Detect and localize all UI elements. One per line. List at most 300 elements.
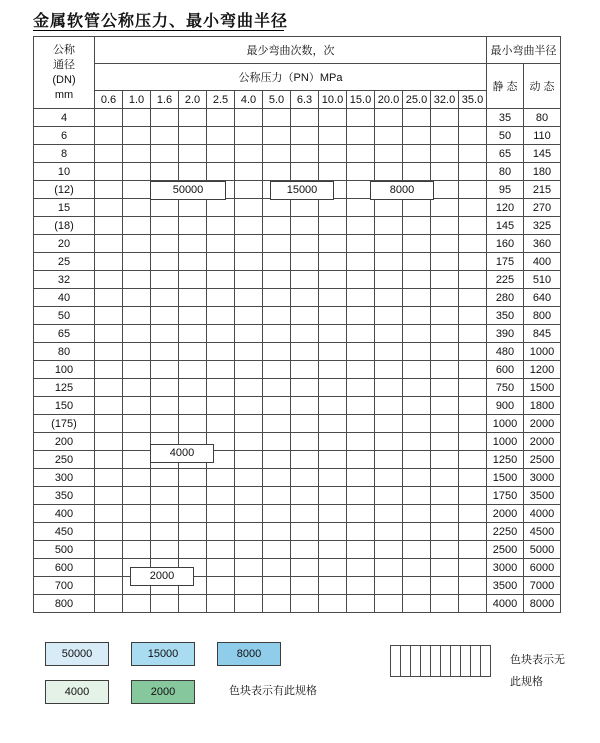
radius-dynamic-cell: 180 [524, 163, 561, 181]
radius-static-cell: 35 [487, 109, 524, 127]
pressure-grid-cell [375, 523, 403, 541]
pressure-grid-cell [263, 307, 291, 325]
pressure-grid-cell [375, 253, 403, 271]
pressure-grid-cell [95, 451, 123, 469]
radius-static-cell: 1500 [487, 469, 524, 487]
pressure-grid-cell [403, 199, 431, 217]
pressure-grid-cell [263, 577, 291, 595]
pressure-grid-cell [179, 361, 207, 379]
pressure-grid-cell [319, 325, 347, 343]
pressure-grid-cell [235, 289, 263, 307]
legend-grid-cell [431, 646, 441, 677]
pressure-grid-cell [291, 127, 319, 145]
pressure-grid-cell [459, 577, 487, 595]
radius-static-cell: 80 [487, 163, 524, 181]
pressure-grid-cell [291, 289, 319, 307]
table-row [34, 163, 561, 181]
radius-static-cell: 145 [487, 217, 524, 235]
radius-static-cell: 280 [487, 289, 524, 307]
pressure-grid-cell [347, 307, 375, 325]
pressure-grid-cell [347, 253, 375, 271]
pressure-grid-cell [375, 307, 403, 325]
pressure-grid-cell [347, 127, 375, 145]
table-row [34, 109, 561, 127]
pressure-grid-cell [179, 469, 207, 487]
pressure-grid-cell [431, 289, 459, 307]
pressure-grid-cell [403, 505, 431, 523]
pressure-grid-cell [403, 145, 431, 163]
pressure-grid-cell [319, 289, 347, 307]
radius-dynamic-cell: 510 [524, 271, 561, 289]
pressure-col-header: 4.0 [235, 91, 263, 109]
pressure-grid-cell [431, 469, 459, 487]
table-row [34, 415, 561, 433]
pressure-grid-cell [403, 109, 431, 127]
pressure-grid-cell [123, 109, 151, 127]
radius-dynamic-cell: 640 [524, 289, 561, 307]
pressure-grid-cell [319, 235, 347, 253]
pressure-grid-cell [207, 541, 235, 559]
legend-swatch: 2000 [131, 680, 195, 704]
pressure-grid-cell [235, 253, 263, 271]
radius-dynamic-cell: 80 [524, 109, 561, 127]
pressure-grid-cell [179, 325, 207, 343]
pressure-grid-cell [375, 145, 403, 163]
pressure-grid-cell [403, 541, 431, 559]
pressure-grid-cell [459, 289, 487, 307]
dn-header-line-2: 通径 [53, 58, 75, 71]
pressure-grid-cell [347, 271, 375, 289]
radius-dynamic-cell: 3500 [524, 487, 561, 505]
pressure-grid-cell [459, 271, 487, 289]
pressure-grid-cell [263, 415, 291, 433]
pressure-grid-cell [263, 433, 291, 451]
pressure-grid-cell [459, 145, 487, 163]
pressure-grid-cell [123, 127, 151, 145]
pressure-grid-cell [403, 163, 431, 181]
pressure-grid-cell [403, 271, 431, 289]
pressure-grid-cell [291, 217, 319, 235]
pressure-grid-cell [95, 199, 123, 217]
radius-static-cell: 50 [487, 127, 524, 145]
pressure-grid-cell [235, 361, 263, 379]
pressure-grid-cell [207, 397, 235, 415]
pressure-grid-cell [235, 487, 263, 505]
pressure-grid-cell [319, 487, 347, 505]
pressure-grid-cell [403, 217, 431, 235]
pressure-grid-cell [319, 343, 347, 361]
table-row [34, 361, 561, 379]
table-row [34, 559, 561, 577]
pressure-grid-cell [431, 523, 459, 541]
dn-value-cell: 20 [34, 235, 95, 253]
pressure-grid-cell [347, 433, 375, 451]
pressure-grid-cell [403, 343, 431, 361]
pressure-grid-cell [95, 595, 123, 613]
radius-dynamic-cell: 325 [524, 217, 561, 235]
pressure-grid-cell [263, 451, 291, 469]
legend-color-note: 色块表示有此规格 [229, 685, 317, 697]
pressure-grid-cell [151, 505, 179, 523]
pressure-grid-cell [95, 127, 123, 145]
pressure-grid-cell [235, 523, 263, 541]
pressure-grid-cell [459, 559, 487, 577]
pressure-col-header: 2.0 [179, 91, 207, 109]
legend-grid-cell [461, 646, 471, 677]
pressure-grid-cell [347, 109, 375, 127]
radius-static-cell: 390 [487, 325, 524, 343]
pressure-grid-cell [431, 379, 459, 397]
pressure-grid-cell [291, 559, 319, 577]
table-row [34, 523, 561, 541]
pressure-grid-cell [375, 361, 403, 379]
pressure-grid-cell [403, 361, 431, 379]
pressure-grid-cell [375, 433, 403, 451]
pressure-grid-cell [347, 361, 375, 379]
pressure-grid-cell [95, 307, 123, 325]
pressure-grid-cell [319, 595, 347, 613]
table-row [34, 505, 561, 523]
pressure-grid-cell [235, 415, 263, 433]
pressure-grid-cell [291, 379, 319, 397]
pressure-grid-cell [403, 325, 431, 343]
pressure-grid-cell [263, 379, 291, 397]
pressure-grid-cell [151, 109, 179, 127]
table-row [34, 577, 561, 595]
radius-static-cell: 4000 [487, 595, 524, 613]
pressure-col-header: 1.6 [151, 91, 179, 109]
pressure-grid-cell [319, 361, 347, 379]
pressure-grid-cell [403, 469, 431, 487]
radius-dynamic-cell: 1000 [524, 343, 561, 361]
pressure-grid-cell [431, 181, 459, 199]
radius-static-cell: 2000 [487, 505, 524, 523]
pressure-grid-cell [151, 469, 179, 487]
pressure-grid-cell [179, 217, 207, 235]
pressure-col-header: 5.0 [263, 91, 291, 109]
pressure-grid-cell [459, 541, 487, 559]
pressure-grid-cell [319, 415, 347, 433]
pressure-grid-cell [291, 487, 319, 505]
pressure-grid-cell [151, 541, 179, 559]
pressure-grid-cell [319, 523, 347, 541]
pressure-grid-cell [123, 433, 151, 451]
radius-dynamic-cell: 7000 [524, 577, 561, 595]
pressure-grid-cell [151, 199, 179, 217]
legend-grid-cell [471, 646, 481, 677]
pressure-grid-cell [431, 343, 459, 361]
pressure-grid-cell [235, 577, 263, 595]
dn-value-cell: 80 [34, 343, 95, 361]
radius-dynamic-cell: 6000 [524, 559, 561, 577]
pressure-grid-cell [375, 487, 403, 505]
pressure-grid-cell [263, 253, 291, 271]
pressure-grid-cell [151, 253, 179, 271]
legend-grid-cell [421, 646, 431, 677]
pressure-grid-cell [375, 343, 403, 361]
pressure-grid-cell [347, 577, 375, 595]
pressure-grid-cell [319, 451, 347, 469]
pressure-grid-cell [263, 523, 291, 541]
pressure-col-header: 0.6 [95, 91, 123, 109]
pressure-grid-cell [459, 163, 487, 181]
pressure-grid-cell [319, 559, 347, 577]
pressure-grid-cell [207, 505, 235, 523]
pressure-grid-cell [431, 307, 459, 325]
pressure-grid-cell [179, 343, 207, 361]
pressure-grid-cell [347, 559, 375, 577]
radius-static-cell: 600 [487, 361, 524, 379]
dn-value-cell: 4 [34, 109, 95, 127]
pressure-grid-cell [319, 433, 347, 451]
pressure-grid-cell [375, 451, 403, 469]
radius-static-cell: 120 [487, 199, 524, 217]
pressure-grid-cell [431, 163, 459, 181]
pressure-grid-cell [207, 343, 235, 361]
pressure-grid-cell [151, 379, 179, 397]
pressure-grid-cell [123, 379, 151, 397]
pressure-grid-cell [459, 595, 487, 613]
table-header [34, 37, 561, 109]
table-row [34, 217, 561, 235]
pressure-grid-cell [179, 487, 207, 505]
pressure-grid-cell [291, 451, 319, 469]
radius-dynamic-cell: 4000 [524, 505, 561, 523]
pressure-grid-cell [151, 307, 179, 325]
pressure-grid-cell [375, 217, 403, 235]
pressure-grid-cell [235, 127, 263, 145]
pressure-col-header: 1.0 [123, 91, 151, 109]
pressure-grid-cell [347, 505, 375, 523]
pressure-grid-cell [95, 487, 123, 505]
pressure-grid-cell [347, 379, 375, 397]
radius-dynamic-cell: 5000 [524, 541, 561, 559]
table-row [34, 235, 561, 253]
pressure-grid-cell [123, 199, 151, 217]
pressure-grid-cell [403, 487, 431, 505]
pressure-grid-cell [403, 253, 431, 271]
radius-static-cell: 350 [487, 307, 524, 325]
pressure-grid-cell [403, 397, 431, 415]
radius-static-cell: 65 [487, 145, 524, 163]
pressure-grid-cell [235, 109, 263, 127]
title-underline [33, 30, 284, 31]
pressure-grid-cell [123, 541, 151, 559]
radius-static-cell: 225 [487, 271, 524, 289]
pressure-grid-cell [291, 505, 319, 523]
pressure-grid-cell [403, 523, 431, 541]
table-row [34, 595, 561, 613]
radius-dynamic-cell: 145 [524, 145, 561, 163]
pressure-grid-cell [95, 253, 123, 271]
pressure-grid-cell [291, 433, 319, 451]
pressure-grid-cell [347, 145, 375, 163]
radius-static-cell: 1250 [487, 451, 524, 469]
pressure-grid-cell [291, 343, 319, 361]
pressure-grid-cell [151, 127, 179, 145]
pressure-grid-cell [95, 181, 123, 199]
pressure-grid-cell [123, 253, 151, 271]
dn-value-cell: 40 [34, 289, 95, 307]
pressure-grid-cell [207, 325, 235, 343]
pressure-grid-cell [291, 541, 319, 559]
pressure-grid-cell [347, 397, 375, 415]
pressure-grid-cell [95, 577, 123, 595]
pressure-grid-cell [235, 397, 263, 415]
pressure-grid-cell [123, 217, 151, 235]
pressure-grid-cell [179, 235, 207, 253]
table-row [34, 199, 561, 217]
pressure-grid-cell [291, 595, 319, 613]
pressure-grid-cell [123, 361, 151, 379]
pressure-grid-cell [319, 145, 347, 163]
radius-dynamic-cell: 8000 [524, 595, 561, 613]
pressure-grid-cell [179, 163, 207, 181]
dn-value-cell: (18) [34, 217, 95, 235]
pressure-grid-cell [431, 487, 459, 505]
legend-grid-cell [391, 646, 401, 677]
pressure-grid-cell [179, 379, 207, 397]
legend-grid-cell [401, 646, 411, 677]
pressure-grid-cell [347, 415, 375, 433]
pressure-grid-cell [263, 469, 291, 487]
pressure-grid-cell [207, 469, 235, 487]
pressure-grid-cell [207, 289, 235, 307]
legend-swatch: 50000 [45, 642, 109, 666]
pressure-grid-cell [95, 379, 123, 397]
pressure-grid-cell [95, 397, 123, 415]
pressure-grid-cell [263, 289, 291, 307]
pressure-grid-cell [207, 595, 235, 613]
pressure-grid-cell [207, 271, 235, 289]
overlay-value-box: 50000 [150, 181, 226, 200]
pressure-grid-cell [95, 541, 123, 559]
pressure-grid-cell [235, 271, 263, 289]
dn-value-cell: 800 [34, 595, 95, 613]
pressure-grid-cell [319, 109, 347, 127]
pressure-grid-cell [375, 235, 403, 253]
pressure-grid-cell [319, 271, 347, 289]
radius-dynamic-cell: 1800 [524, 397, 561, 415]
radius-static-cell: 2250 [487, 523, 524, 541]
legend-grid-row [391, 646, 491, 677]
table-row [34, 379, 561, 397]
dn-value-cell: 8 [34, 145, 95, 163]
radius-dynamic-cell: 845 [524, 325, 561, 343]
pressure-grid-cell [403, 415, 431, 433]
pressure-grid-cell [291, 577, 319, 595]
legend-grid-cell [451, 646, 461, 677]
pressure-grid-cell [459, 433, 487, 451]
dn-header-line-3: (DN) [52, 73, 76, 86]
pressure-grid-cell [319, 217, 347, 235]
pressure-header: 公称压力（PN）MPa [95, 64, 487, 91]
pressure-grid-cell [291, 271, 319, 289]
pressure-grid-cell [95, 433, 123, 451]
pressure-grid-cell [403, 577, 431, 595]
pressure-grid-cell [375, 541, 403, 559]
pressure-grid-cell [123, 181, 151, 199]
pressure-grid-cell [263, 163, 291, 181]
legend-grid-cell [481, 646, 491, 677]
pressure-grid-cell [459, 307, 487, 325]
pressure-grid-cell [263, 541, 291, 559]
pressure-grid-cell [95, 343, 123, 361]
pressure-col-header: 32.0 [431, 91, 459, 109]
pressure-grid-cell [151, 343, 179, 361]
pressure-grid-cell [179, 595, 207, 613]
radius-static-cell: 2500 [487, 541, 524, 559]
pressure-grid-cell [375, 109, 403, 127]
pressure-grid-cell [95, 505, 123, 523]
pressure-grid-cell [207, 127, 235, 145]
pressure-grid-cell [403, 289, 431, 307]
pressure-grid-cell [151, 235, 179, 253]
pressure-grid-cell [263, 127, 291, 145]
overlay-value-box: 8000 [370, 181, 434, 200]
table-row [34, 253, 561, 271]
dn-value-cell: (175) [34, 415, 95, 433]
pressure-grid-cell [459, 487, 487, 505]
pressure-grid-cell [151, 397, 179, 415]
pressure-grid-cell [347, 325, 375, 343]
pressure-grid-cell [431, 451, 459, 469]
radius-dynamic-cell: 3000 [524, 469, 561, 487]
radius-static-cell: 175 [487, 253, 524, 271]
pressure-grid-cell [403, 127, 431, 145]
pressure-grid-cell [235, 595, 263, 613]
pressure-grid-cell [431, 595, 459, 613]
pressure-grid-cell [179, 397, 207, 415]
pressure-grid-cell [291, 307, 319, 325]
pressure-grid-cell [459, 343, 487, 361]
pressure-grid-cell [95, 145, 123, 163]
pressure-grid-cell [123, 487, 151, 505]
pressure-grid-cell [179, 145, 207, 163]
pressure-grid-cell [403, 307, 431, 325]
pressure-grid-cell [459, 379, 487, 397]
pressure-grid-cell [151, 595, 179, 613]
header-row-1 [34, 37, 561, 64]
pressure-col-header: 15.0 [347, 91, 375, 109]
pressure-col-header: 20.0 [375, 91, 403, 109]
dn-value-cell: 25 [34, 253, 95, 271]
dn-value-cell: 200 [34, 433, 95, 451]
table-row [34, 397, 561, 415]
pressure-grid-cell [123, 415, 151, 433]
dn-header-cell [34, 37, 95, 109]
pressure-grid-cell [431, 541, 459, 559]
pressure-grid-cell [207, 523, 235, 541]
pressure-grid-cell [151, 415, 179, 433]
dn-value-cell: 600 [34, 559, 95, 577]
pressure-grid-cell [123, 469, 151, 487]
pressure-grid-cell [291, 469, 319, 487]
radius-dynamic-cell: 800 [524, 307, 561, 325]
pressure-grid-cell [459, 181, 487, 199]
dn-header-line-1: 公称 [53, 43, 75, 56]
bend-radius-header: 最小弯曲半径 [487, 37, 561, 64]
pressure-grid-cell [459, 415, 487, 433]
dn-value-cell: 500 [34, 541, 95, 559]
pressure-grid-cell [431, 253, 459, 271]
table-row [34, 145, 561, 163]
pressure-grid-cell [123, 325, 151, 343]
radius-dynamic-header: 动 态 [524, 64, 561, 109]
table-row [34, 541, 561, 559]
pressure-grid-cell [263, 235, 291, 253]
specification-table [33, 36, 561, 613]
